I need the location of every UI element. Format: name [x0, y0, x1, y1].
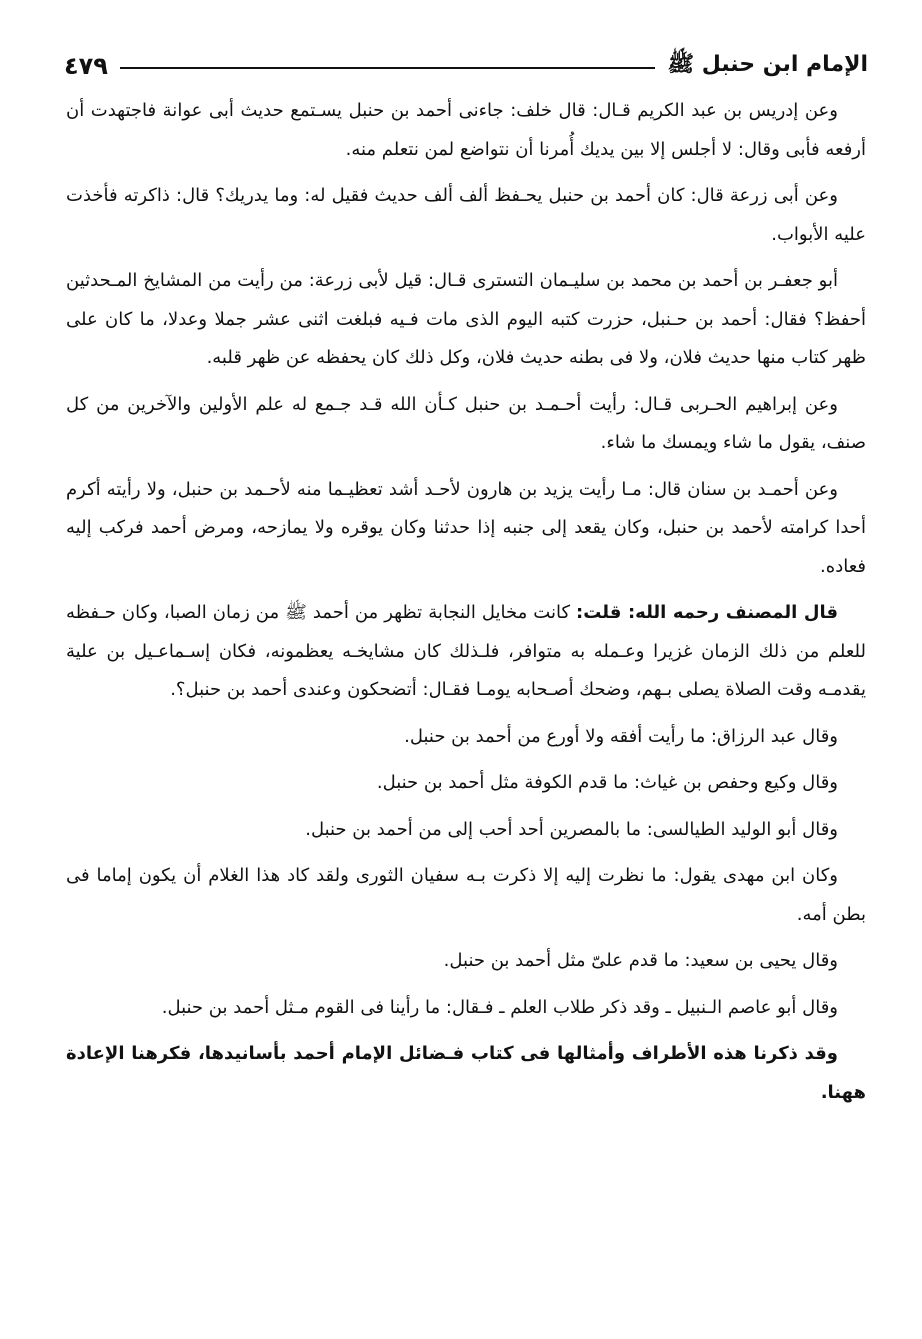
- paragraph: وعن أبى زرعة قال: كان أحمد بن حنبل يحـفظ ألف ألف حديث فقيل له: وما يدريك؟ قال: ذاكرته فأخذت عليه الأبواب.: [66, 185, 866, 245]
- paragraph: وقال يحيى بن سعيد: ما قدم علىّ مثل أحمد بن حنبل.: [443, 950, 838, 971]
- paragraph: [66, 594, 866, 710]
- paragraph: وعن أحمـد بن سنان قال: مـا رأيت يزيد بن هارون لأحـد أشد تعظيـما منه لأحـمد بن حنبل، ولا رأيته أكرم أحدا كرامته لأحمد بن حنبل، وكان يقعد إلى جنبه إذا حدثنا وكان يوقره ولا يمازحه، ومرض أحمد فركب إليه فعاده.: [66, 478, 866, 577]
- paragraph: وقال أبو عاصم الـنبيل ـ وقد ذكر طلاب العلم ـ فـقال: ما رأينا فى القوم مـثل أحمد بن حنبل.: [161, 996, 838, 1018]
- paragraph: وعن إدريس بن عبد الكريم قـال: قال خلف: جاءنى أحمد بن حنبل يسـتمع حديث أبى عوانة فاجتهدت أن أرفعه فأبى وقال: لا أجلس إلا بين يديك أُمرنا أن نتواضع لمن نتعلم منه.: [66, 100, 866, 160]
- paragraph: وقال وكيع وحفص بن غياث: ما قدم الكوفة مثل أحمد بن حنبل.: [376, 772, 838, 793]
- paragraph-lead: قال المصنف رحمه الله: قلت:: [576, 602, 838, 623]
- paragraph: وقال عبد الرزاق: ما رأيت أفقه ولا أورع من أحمد بن حنبل.: [404, 725, 838, 747]
- running-title: الإمام ابن حنبل ﷺ: [667, 52, 868, 77]
- header-rule: [120, 67, 656, 69]
- page-number: ٤٧٩: [64, 52, 108, 80]
- paragraph: أبو جعفـر بن أحمد بن محمد بن سليـمان التسترى قـال: قيل لأبى زرعة: من رأيت من المشايخ المـحدثين أحفظ؟ فقال: أحمد بن حـنبل، حزرت كتبه اليوم الذى مات فـيه فبلغت اثنى عشر جملا وعدلا، ما كان على ظهر كتاب منها حديث فلان، ولا فى بطنه حديث فلان، وكل ذلك كان يحفظه عن ظهر قلبه.: [66, 270, 866, 368]
- body-text: [66, 92, 866, 1120]
- page-header: [64, 46, 868, 86]
- paragraph-body: كانت مخايل النجابة تظهر من أحمد ﷺ من زمان الصبا، وكان حـفظه للعلم من ذلك الزمان غزيرا وعـمله به متوافر، فلـذلك كان مشايخـه يعظمونه، فكان إسـماعـيل بن علية يقدمـه وقت الصلاة يصلى بـهم، وضحك أصـحابه يومـا فقـال: أتضحكون وعندى أحمد بن حنبل؟.: [66, 602, 866, 700]
- paragraph: وعن إبراهيم الحـربى قـال: رأيت أحـمـد بن حنبل كـأن الله قـد جـمع له علم الأولين والآخرين من كل صنف، يقول ما شاء ويمسك ما شاء.: [66, 393, 866, 453]
- paragraph: وكان ابن مهدى يقول: ما نظرت إليه إلا ذكرت بـه سفيان الثورى ولقد كاد هذا الغلام أن يكون إماما فى بطن أمه.: [66, 865, 866, 925]
- paragraph: وقال أبو الوليد الطيالسى: ما بالمصرين أحد أحب إلى من أحمد بن حنبل.: [305, 818, 838, 840]
- paragraph: وقد ذكرنا هذه الأطراف وأمثالها فى كتاب فـضائل الإمام أحمد بأسانيدها، فكرهنا الإعادة ههنا.: [66, 1043, 866, 1103]
